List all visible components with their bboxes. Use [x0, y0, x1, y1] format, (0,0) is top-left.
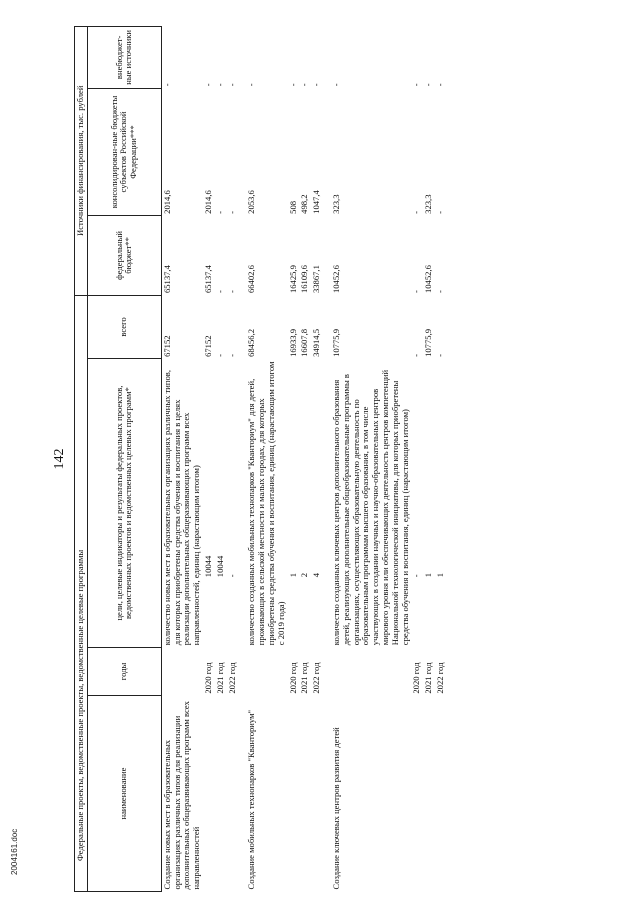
- consolidated-value: 2014,6: [202, 190, 213, 214]
- total-value: 34914,5: [311, 328, 322, 357]
- consolidated-value: -: [434, 210, 445, 214]
- offbudget-value: -: [423, 83, 434, 87]
- table-row: [215, 27, 227, 892]
- offbudget-value: -: [287, 83, 298, 87]
- federal-value: 65137,4: [202, 265, 213, 294]
- indicator-value: 10044: [202, 555, 213, 578]
- project-name: Создание мобильных технопарков "Кванториум": [246, 709, 257, 890]
- year-cell: 2021 год: [214, 662, 225, 694]
- indicator-value: -: [411, 574, 422, 578]
- total-value: -: [434, 354, 445, 357]
- table-row: [411, 27, 423, 892]
- offbudget-value: -: [214, 83, 225, 87]
- indicator-value: 1: [287, 572, 298, 578]
- table-row: [311, 27, 323, 892]
- indicator-text: количество созданных мобильных технопарков "Кванториум" для детей, проживающих в сельской местности и малых городах, для которых приобретены средства обучения и воспитания, единиц (нарастающим итогом с 2019 года): [246, 361, 286, 646]
- total-value: -: [411, 354, 422, 357]
- offbudget-value: -: [434, 83, 445, 87]
- table-row: [246, 27, 287, 892]
- table-caption-row: [75, 27, 88, 892]
- total-value: 67152: [161, 335, 172, 357]
- col-total-header: всего: [87, 295, 161, 359]
- financing-table: [74, 26, 447, 892]
- table-row: [288, 27, 300, 892]
- page-number: 142: [52, 448, 67, 470]
- table-row: [203, 27, 215, 892]
- consolidated-value: 323,3: [423, 194, 434, 214]
- indicator-value: 2: [299, 572, 310, 578]
- federal-value: -: [214, 290, 225, 294]
- total-value: 67152: [202, 335, 213, 357]
- consolidated-value: 323,3: [330, 194, 341, 214]
- federal-value: 10452,6: [330, 265, 341, 294]
- total-value: 68456,2: [246, 328, 257, 357]
- total-value: 16933,9: [287, 328, 298, 357]
- offbudget-value: -: [311, 83, 322, 87]
- offbudget-value: -: [202, 83, 213, 87]
- consolidated-value: -: [226, 210, 237, 214]
- year-cell: 2021 год: [423, 662, 434, 694]
- federal-value: 33867,1: [311, 265, 322, 294]
- offbudget-value: -: [226, 83, 237, 87]
- offbudget-value: -: [161, 83, 172, 87]
- total-value: 10775,9: [330, 328, 341, 357]
- table-row: [299, 27, 311, 892]
- caption-projects: Федеральные проекты, ведомственные проекты, ведомственные целевые программы: [75, 295, 88, 891]
- consolidated-value: 508: [287, 200, 298, 214]
- indicator-value: -: [226, 574, 237, 578]
- project-name: Создание ключевых центров развития детей: [330, 727, 341, 890]
- consolidated-value: 2053,6: [246, 190, 257, 214]
- col-offbudget-header: внебюджет-ные источники: [87, 27, 161, 89]
- indicator-value: 4: [311, 572, 322, 578]
- consolidated-value: -: [411, 210, 422, 214]
- federal-value: -: [411, 290, 422, 294]
- federal-value: -: [434, 290, 445, 294]
- document-filename: 2004161.doc: [10, 828, 19, 875]
- offbudget-value: -: [411, 83, 422, 87]
- offbudget-value: -: [330, 83, 341, 87]
- table-header-row: [87, 27, 161, 892]
- consolidated-value: 2014,6: [161, 190, 172, 214]
- total-value: -: [214, 354, 225, 357]
- year-cell: 2022 год: [434, 662, 445, 694]
- federal-value: 66402,6: [246, 265, 257, 294]
- consolidated-value: -: [214, 210, 225, 214]
- offbudget-value: -: [299, 83, 310, 87]
- project-name: Создание новых мест в образовательных организациях различных типов для реализации дополнительных общеразвивающих программ всех направленностей: [161, 701, 202, 890]
- col-goals-header: цели, целевые индикаторы и результаты федеральных проектов, ведомственных проектов и ведомственных целевых программ*: [87, 359, 161, 647]
- year-cell: 2021 год: [299, 662, 310, 694]
- indicator-text: количество созданных ключевых центров дополнительного образования детей, реализующих дополнительные общеобразовательные программы в организациях, осуществляющих образовательную деятельность по образовательным программам высшего образования, в том числе участвующих в создании научных и научно-образовательных центров мирового уровня или обеспечивающих деятельность центров компетенций Национальной технологической инициативы, для которых приобретены средства обучения и воспитания, единиц (нарастающим итогом): [330, 369, 410, 646]
- table-row: [423, 27, 435, 892]
- year-cell: 2020 год: [411, 662, 422, 694]
- indicator-value: 10044: [214, 555, 225, 578]
- col-name-header: наименование: [87, 696, 161, 892]
- year-cell: 2022 год: [311, 662, 322, 694]
- year-cell: 2020 год: [202, 662, 213, 694]
- consolidated-value: 498,2: [299, 194, 310, 214]
- col-consolidated-header: консолидирован-ные бюджеты субъектов Российской Федерации***: [87, 88, 161, 216]
- table-row: [331, 27, 411, 892]
- caption-financing: Источники финансирования, тыс. рублей: [75, 27, 88, 296]
- year-cell: 2022 год: [226, 662, 237, 694]
- offbudget-value: -: [246, 83, 257, 87]
- total-value: 16607,8: [299, 328, 310, 357]
- consolidated-value: 1047,4: [311, 190, 322, 214]
- indicator-value: 1: [434, 572, 445, 578]
- federal-value: 10452,6: [423, 265, 434, 294]
- total-value: -: [226, 354, 237, 357]
- rotated-content: [52, 26, 618, 892]
- year-cell: 2020 год: [287, 662, 298, 694]
- federal-value: 65137,4: [161, 265, 172, 294]
- total-value: 10775,9: [423, 328, 434, 357]
- col-federal-header: федеральный бюджет**: [87, 216, 161, 295]
- table-row: [161, 27, 203, 892]
- table-row: [227, 27, 239, 892]
- indicator-text: количество новых мест в образовательных организациях различных типов, для которых приобретены средства обучения и воспитания в целях реализации дополнительных общеразвивающих программ всех направленностей, единиц (нарастающим итогом): [161, 370, 202, 646]
- federal-value: 16425,9: [287, 265, 298, 294]
- col-years-header: годы: [87, 647, 161, 695]
- federal-value: 16109,6: [299, 265, 310, 294]
- federal-value: -: [226, 290, 237, 294]
- table-row: [435, 27, 447, 892]
- indicator-value: 1: [423, 572, 434, 578]
